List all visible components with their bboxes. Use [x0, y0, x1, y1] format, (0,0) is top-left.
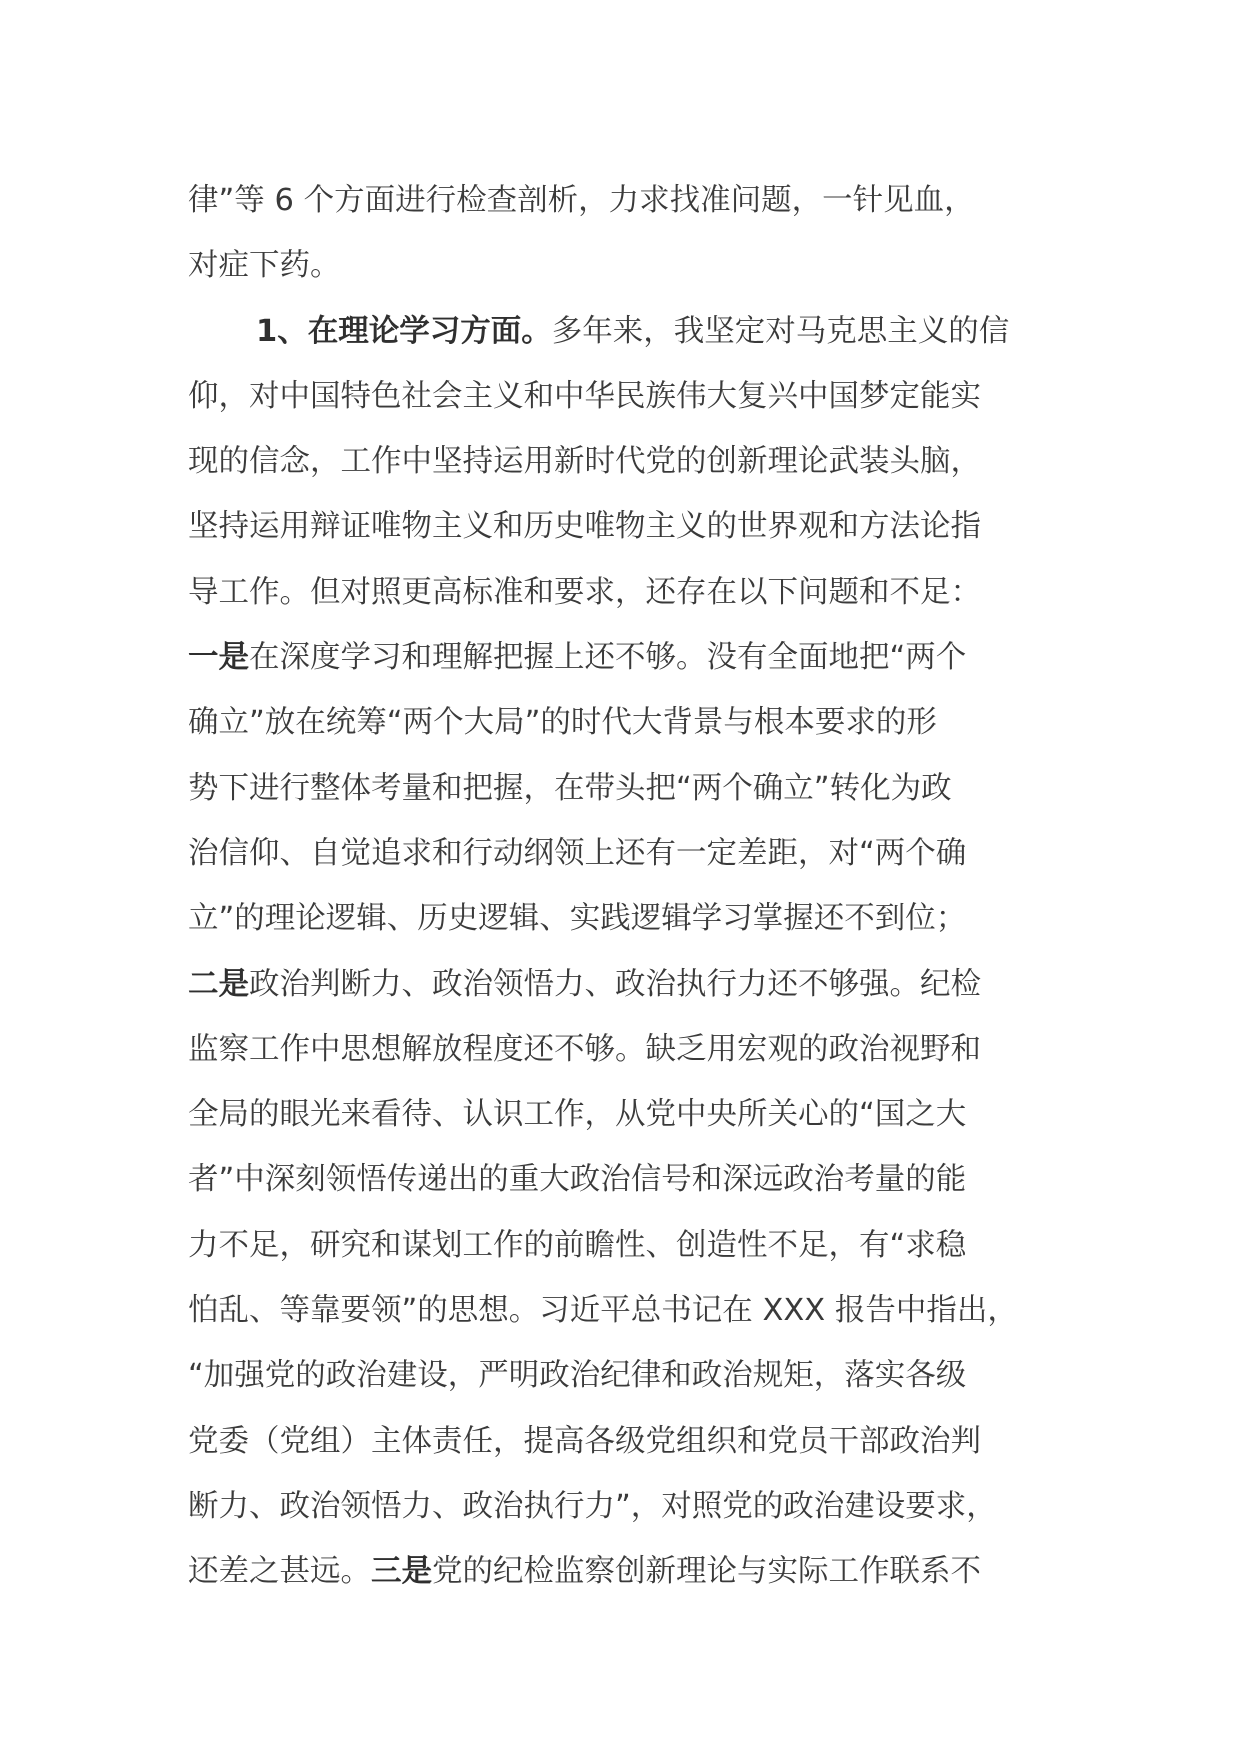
text-run: 律”等 6 个方面进行检查剖析，力求找准问题，一针见血，: [188, 183, 975, 218]
text-run: 党的纪检监察创新理论与实际工作联系不: [432, 1554, 981, 1590]
text-run: 断力、政治领悟力、政治执行力”，对照党的政治建设要求，: [188, 1488, 997, 1524]
text-line: [188, 364, 1068, 429]
bold-text-run: 1、在理论学习方面。: [256, 313, 552, 349]
text-line: [188, 1278, 1068, 1343]
text-run: 全局的眼光来看待、认识工作，从党中央所关心的“国之大: [188, 1097, 967, 1133]
text-run: 现的信念，工作中坚持运用新时代党的创新理论武装头脑，: [188, 444, 981, 480]
text-run: 仰，对中国特色社会主义和中华民族伟大复兴中国梦定能实: [188, 378, 981, 414]
text-line: [188, 1474, 1068, 1539]
text-run: 多年来，我坚定对马克思主义的信: [551, 313, 1010, 349]
text-run: 者”中深刻领悟传递出的重大政治信号和深远政治考量的能: [188, 1162, 967, 1198]
text-line: [188, 821, 1068, 886]
text-line: [188, 1017, 1068, 1082]
text-line: [188, 1147, 1068, 1212]
text-line: [188, 168, 1068, 233]
text-line: [188, 560, 1068, 625]
bold-text-run: 三是: [371, 1554, 432, 1590]
text-line: [188, 429, 1068, 494]
body-text: [188, 168, 1068, 1605]
text-line: [188, 756, 1068, 821]
text-run: 监察工作中思想解放程度还不够。缺乏用宏观的政治视野和: [188, 1031, 981, 1067]
text-line: [188, 1409, 1068, 1474]
text-line: [188, 1082, 1068, 1147]
text-run: 怕乱、等靠要领”的思想。习近平总书记在 XXX 报告中指出，: [188, 1293, 1018, 1329]
text-run: 确立”放在统筹“两个大局”的时代大背景与根本要求的形: [188, 705, 937, 741]
bold-text-run: 一是: [188, 640, 249, 676]
text-line: [188, 233, 1068, 298]
text-run: “加强党的政治建设，严明政治纪律和政治规矩，落实各级: [188, 1358, 967, 1394]
text-line: [188, 494, 1068, 559]
text-run: 导工作。但对照更高标准和要求，还存在以下问题和不足：: [188, 574, 981, 610]
text-line: [188, 299, 1068, 364]
text-run: 在深度学习和理解把握上还不够。没有全面地把“两个: [249, 640, 967, 676]
text-run: 力不足，研究和谋划工作的前瞻性、创造性不足，有“求稳: [188, 1227, 967, 1263]
text-line: [188, 690, 1068, 755]
text-run: 立”的理论逻辑、历史逻辑、实践逻辑学习掌握还不到位；: [188, 901, 967, 937]
text-line: [188, 1343, 1068, 1408]
text-run: 对症下药。: [188, 248, 341, 284]
text-line: [188, 1539, 1068, 1604]
text-line: [188, 625, 1068, 690]
text-run: 还差之甚远。: [188, 1554, 371, 1590]
text-run: 政治判断力、政治领悟力、政治执行力还不够强。纪检: [249, 966, 981, 1002]
bold-text-run: 二是: [188, 966, 249, 1002]
text-line: [188, 886, 1068, 951]
text-run: 党委（党组）主体责任，提高各级党组织和党员干部政治判: [188, 1423, 981, 1459]
text-run: 坚持运用辩证唯物主义和历史唯物主义的世界观和方法论指: [188, 509, 981, 545]
text-line: [188, 952, 1068, 1017]
text-run: 治信仰、自觉追求和行动纲领上还有一定差距，对“两个确: [188, 835, 967, 871]
text-run: 势下进行整体考量和把握，在带头把“两个确立”转化为政: [188, 770, 952, 806]
text-line: [188, 1213, 1068, 1278]
